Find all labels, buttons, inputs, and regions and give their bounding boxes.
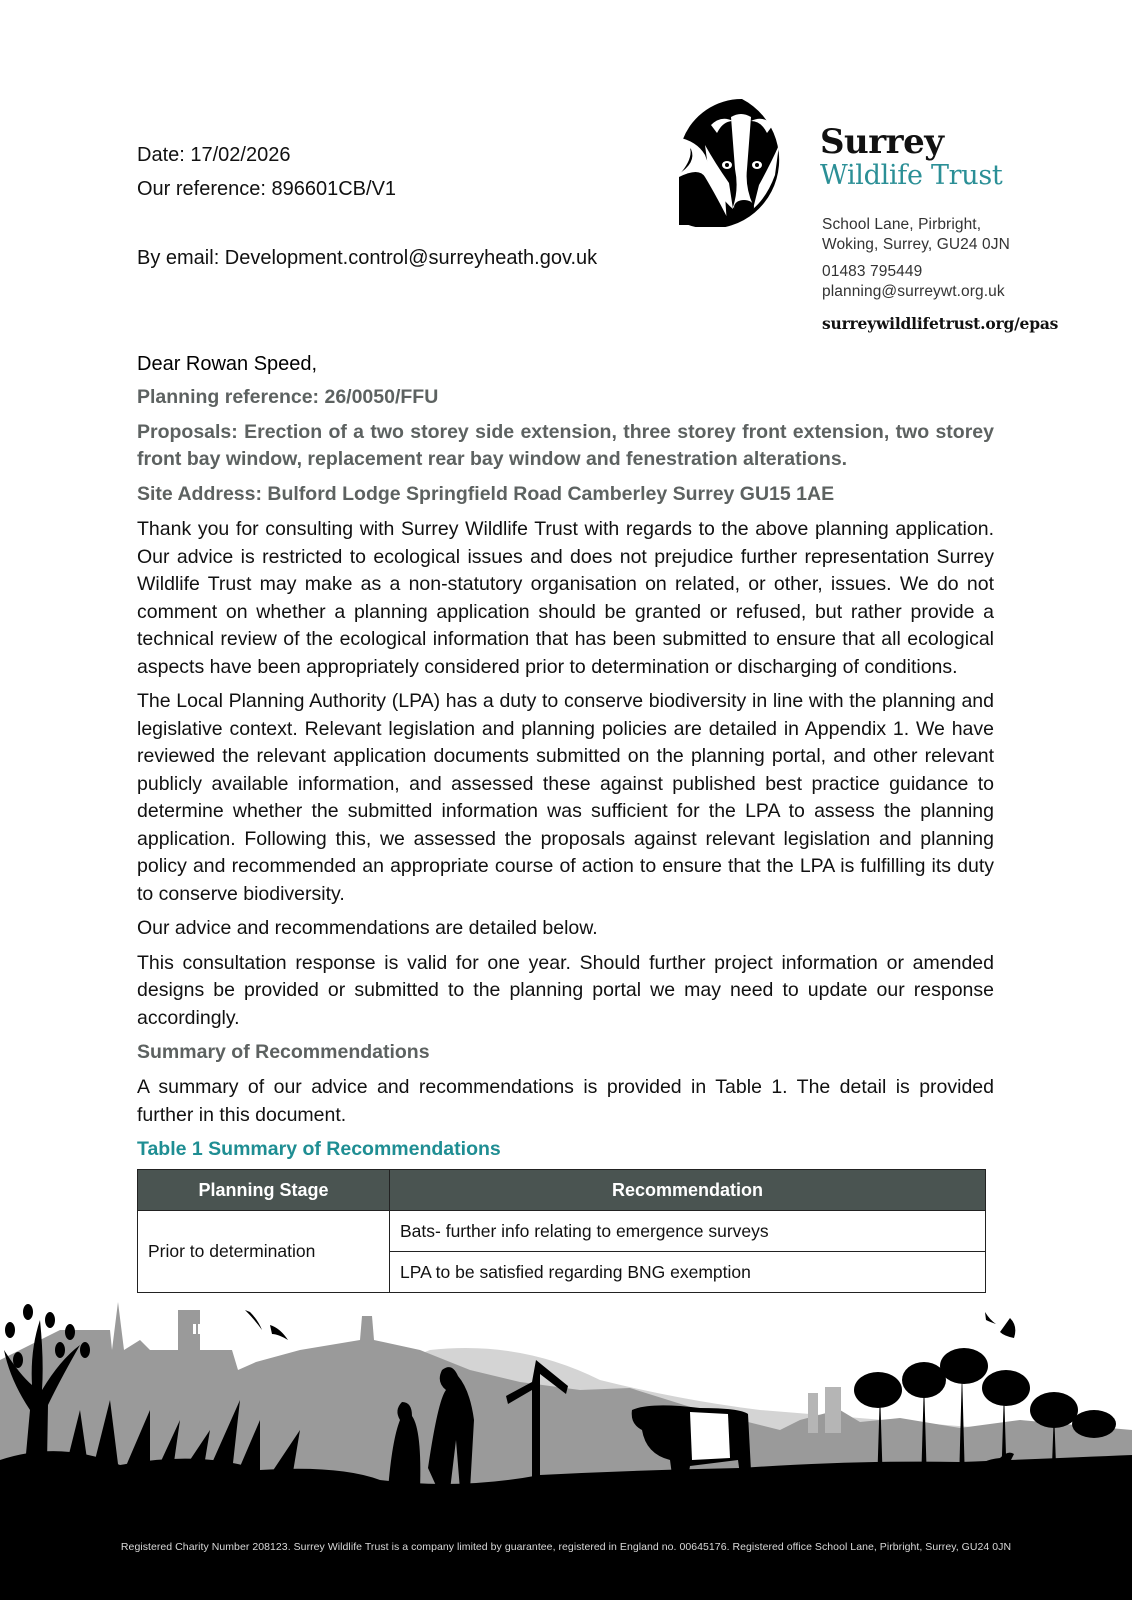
letter-date: Date: 17/02/2026 <box>137 144 291 166</box>
org-phone: 01483 795449 <box>822 263 923 280</box>
column-header-planning-stage: Planning Stage <box>138 1170 390 1211</box>
recipient-email: By email: Development.control@surreyheath.gov.uk <box>137 247 598 269</box>
org-email-link[interactable]: planning@surreywt.org.uk <box>822 283 1005 300</box>
table-row <box>138 1211 986 1252</box>
site-address: Site Address: Bulford Lodge Springfield Road Camberley Surrey GU15 1AE <box>137 483 835 505</box>
badger-icon <box>675 97 810 227</box>
recommendation-cell: Bats- further info relating to emergence surveys <box>390 1211 986 1252</box>
recommendations-table <box>137 1169 986 1293</box>
footer-registration-text: Registered Charity Number 208123. Surrey Wildlife Trust is a company limited by guarantee, registered in England no. 00645176. Registered office School Lane, Pirbright, Surrey, GU24 0JN <box>120 1541 1012 1553</box>
paragraph-advice: Our advice and recommendations are detailed below. <box>137 917 598 939</box>
org-name-line1: Surrey <box>820 122 944 162</box>
org-name-line2: Wildlife Trust <box>820 160 1003 191</box>
salutation: Dear Rowan Speed, <box>137 353 318 375</box>
paragraph-lpa-duty: The Local Planning Authority (LPA) has a duty to conserve biodiversity in line with the planning and legislative context. Relevant legislation and planning policies are detailed in Appendix 1. We have reviewed the relevant application documents submitted on the planning portal, and other relevant publicly available information, and assessed these against published best practice guidance to determine whether the submitted information was sufficient for the LPA to assess the planning application. Following this, we assessed the proposals against relevant legislation and planning policy and recommended an appropriate course of action to ensure that the LPA is fulfilling its duty to conserve biodiversity. <box>137 690 994 905</box>
proposals: Proposals: Erection of a two storey side extension, three storey front extension, two storey front bay window, replacement rear bay window and fenestration alterations. <box>137 421 994 470</box>
table-caption: Table 1 Summary of Recommendations <box>137 1138 501 1160</box>
paragraph-consultation: Thank you for consulting with Surrey Wildlife Trust with regards to the above planning application. Our advice is restricted to ecological issues and does not prejudice further representation Surrey Wildlife Trust may make as a non-statutory organisation on related, or other, issues. We do not comment on whether a planning application should be granted or refused, but rather provide a technical review of the ecological information that has been submitted to ensure that all ecological aspects have been appropriately considered prior to determination or discharging of conditions. <box>137 518 994 678</box>
summary-heading: Summary of Recommendations <box>137 1041 430 1063</box>
paragraph-validity: This consultation response is valid for one year. Should further project information or amended designs be provided or submitted to the planning portal we may need to update our response accordingly. <box>137 951 994 1029</box>
summary-paragraph: A summary of our advice and recommendations is provided in Table 1. The detail is provided further in this document. <box>137 1076 994 1126</box>
planning-reference: Planning reference: 26/0050/FFU <box>137 386 439 408</box>
our-reference: Our reference: 896601CB/V1 <box>137 178 397 200</box>
column-header-recommendation: Recommendation <box>390 1170 986 1211</box>
planning-stage-cell: Prior to determination <box>138 1211 390 1293</box>
table-header-row <box>138 1170 986 1211</box>
recommendation-cell: LPA to be satisfied regarding BNG exemption <box>390 1252 986 1293</box>
letter-body <box>137 350 994 1293</box>
org-address-line2: Woking, Surrey, GU24 0JN <box>822 236 1010 253</box>
landscape-silhouette-illustration <box>0 1290 1132 1520</box>
org-address-line1: School Lane, Pirbright, <box>822 216 982 233</box>
org-website-link[interactable]: surreywildlifetrust.org/epas <box>822 314 1059 333</box>
